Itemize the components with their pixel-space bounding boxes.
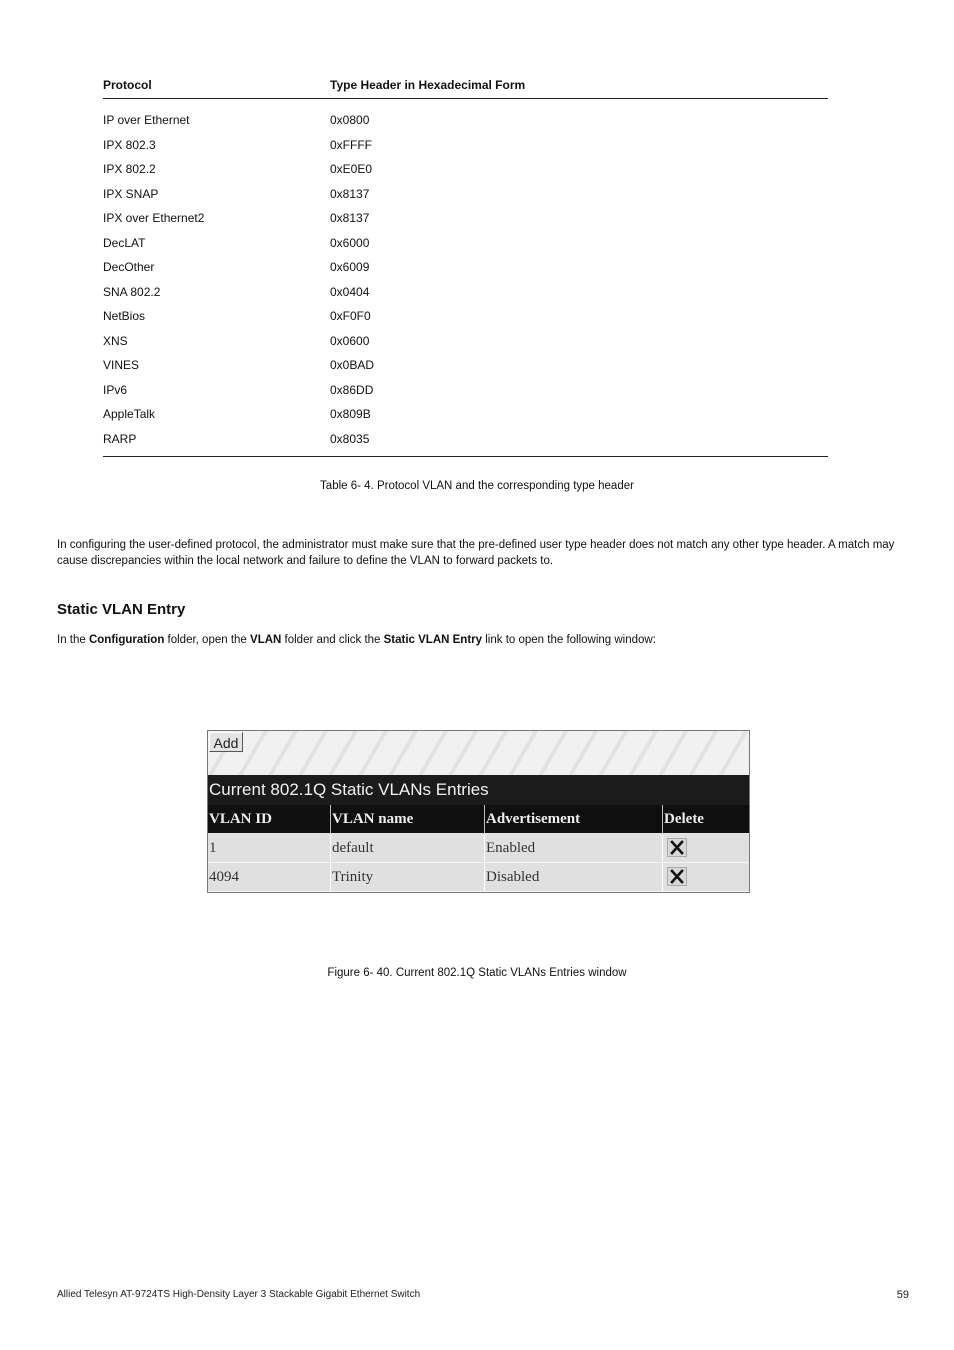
vlan-id-cell: 4094 xyxy=(208,863,331,891)
table-row xyxy=(103,207,828,232)
table-row xyxy=(103,109,828,134)
table-row xyxy=(103,232,828,257)
protocol-cell: NetBios xyxy=(103,309,146,323)
protocol-cell: SNA 802.2 xyxy=(103,284,161,299)
table-row xyxy=(103,281,828,306)
hex-cell: 0xFFFF xyxy=(330,137,372,152)
advertisement-cell: Enabled xyxy=(485,834,663,862)
static-vlan-window xyxy=(207,730,750,893)
protocol-cell: IPv6 xyxy=(103,382,128,397)
table-row xyxy=(103,158,828,183)
column-header-advertisement: Advertisement xyxy=(485,805,663,833)
hex-cell: 0x86DD xyxy=(330,382,374,397)
hex-cell: 0x6009 xyxy=(330,260,370,274)
column-header-protocol: Protocol xyxy=(103,78,152,92)
protocol-type-table xyxy=(103,76,828,457)
instruction-bold-static-vlan-entry: Static VLAN Entry xyxy=(383,634,483,646)
instruction-text-part: link to open the following window: xyxy=(482,634,656,646)
table-row xyxy=(103,134,828,159)
delete-icon[interactable] xyxy=(667,838,687,857)
hex-cell: 0x8035 xyxy=(330,431,370,446)
hex-cell: 0x6000 xyxy=(330,235,370,250)
vlan-id-cell: 1 xyxy=(208,834,331,862)
column-header-type-header: Type Header in Hexadecimal Form xyxy=(330,78,526,92)
column-header-delete: Delete xyxy=(664,811,704,827)
instruction-bold-configuration: Configuration xyxy=(88,634,165,646)
delete-icon[interactable] xyxy=(667,867,687,886)
hex-cell: 0x0800 xyxy=(330,113,370,127)
page-number: 59 xyxy=(896,1289,909,1301)
table-caption: Table 6- 4. Protocol VLAN and the corresponding type header xyxy=(320,480,634,492)
protocol-cell: DecOther xyxy=(103,260,155,274)
table-row xyxy=(208,834,749,863)
protocol-cell: XNS xyxy=(103,333,128,348)
figure-caption: Figure 6- 40. Current 802.1Q Static VLANs Entries window xyxy=(327,967,627,979)
table-row xyxy=(103,330,828,355)
instruction-text-part: folder, open the xyxy=(164,634,251,646)
body-paragraph: In configuring the user-defined protocol, the administrator must make sure that the pre-defined user type header does not match any other type header. A match may cause discrepancies within the local network and failure to define the VLAN to forward packets to. xyxy=(57,539,895,567)
table-row xyxy=(103,379,828,404)
hex-cell: 0xE0E0 xyxy=(330,162,373,176)
protocol-cell: AppleTalk xyxy=(103,407,156,421)
hex-cell: 0x8137 xyxy=(330,186,370,201)
instruction-bold-vlan: VLAN xyxy=(250,634,282,646)
table-row xyxy=(103,183,828,208)
table-row xyxy=(208,863,749,892)
table-row xyxy=(103,403,828,428)
hex-cell: 0x0404 xyxy=(330,284,370,299)
protocol-table-header xyxy=(103,76,828,99)
hex-cell: 0x809B xyxy=(330,407,371,421)
hex-cell: 0x8137 xyxy=(330,211,370,225)
protocol-cell: VINES xyxy=(103,358,140,372)
hex-cell: 0xF0F0 xyxy=(330,309,371,323)
hex-cell: 0x0BAD xyxy=(330,358,375,372)
vlan-name-cell: Trinity xyxy=(331,863,485,891)
vlan-name-cell: default xyxy=(331,834,485,862)
protocol-cell: RARP xyxy=(103,431,137,446)
advertisement-cell: Disabled xyxy=(485,863,663,891)
instruction-text xyxy=(57,634,656,646)
section-heading: Static VLAN Entry xyxy=(57,601,186,618)
protocol-cell: IPX 802.3 xyxy=(103,137,156,152)
protocol-table-body xyxy=(103,99,828,457)
window-toolbar xyxy=(208,731,749,775)
protocol-cell: DecLAT xyxy=(103,235,146,250)
table-row xyxy=(103,305,828,330)
table-row xyxy=(103,354,828,379)
table-row xyxy=(103,256,828,281)
protocol-cell: IPX SNAP xyxy=(103,186,159,201)
vlan-table-header xyxy=(208,805,749,833)
protocol-cell: IPX 802.2 xyxy=(103,162,156,176)
instruction-text-part: In the xyxy=(57,634,89,646)
footer-product-name: Allied Telesyn AT-9724TS High-Density Layer 3 Stackable Gigabit Ethernet Switch xyxy=(57,1289,421,1300)
column-header-vlan-id: VLAN ID xyxy=(208,805,331,833)
protocol-cell: IPX over Ethernet2 xyxy=(103,211,205,225)
column-header-vlan-name: VLAN name xyxy=(331,805,485,833)
hex-cell: 0x0600 xyxy=(330,333,370,348)
table-row xyxy=(103,428,828,453)
window-title: Current 802.1Q Static VLANs Entries xyxy=(208,775,750,805)
add-button[interactable]: Add xyxy=(209,732,243,752)
instruction-text-part: folder and click the xyxy=(281,634,384,646)
protocol-cell: IP over Ethernet xyxy=(103,113,190,127)
